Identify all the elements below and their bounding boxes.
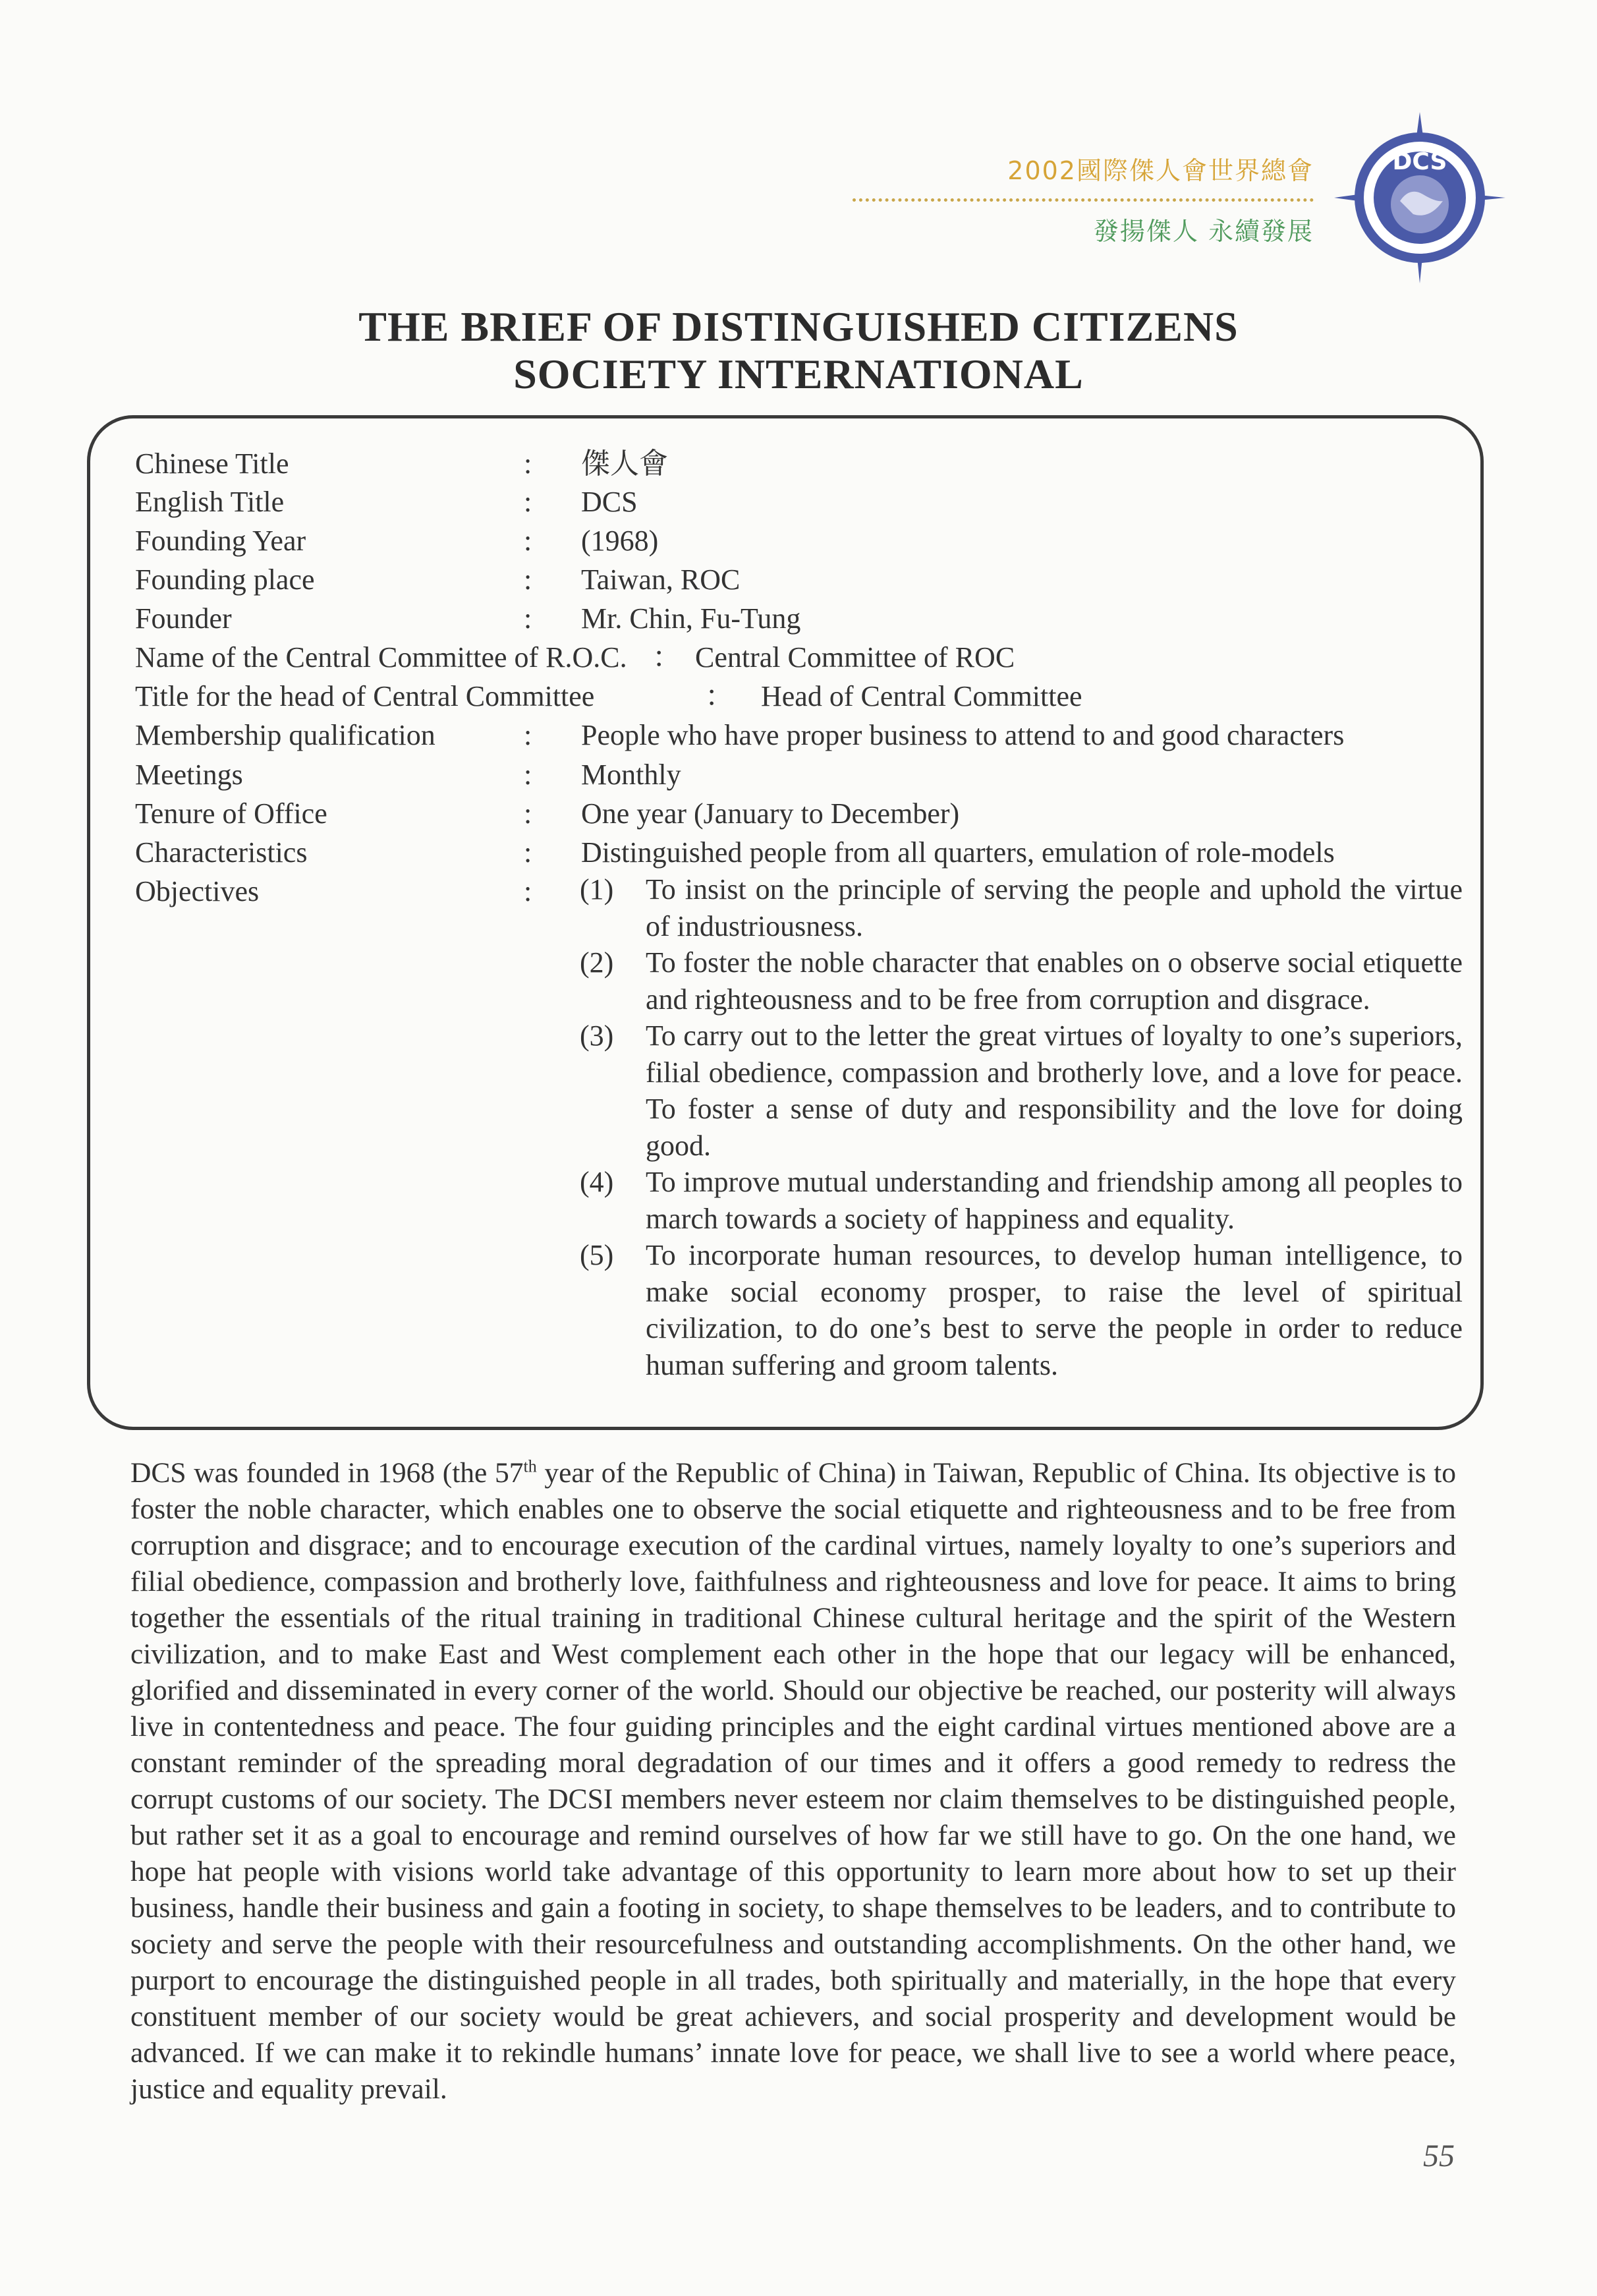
objective-text: To foster the noble character that enables on o observe social etiquette and righteousness and to be free from corruption and disgrace. — [646, 946, 1463, 1016]
page-title — [0, 303, 1597, 398]
logo-text: DCS — [1392, 148, 1447, 175]
list-item — [573, 944, 1463, 1018]
objective-text: To insist on the principle of serving the people and uphold the virtue of industriousness. — [646, 873, 1463, 942]
colon: ： — [705, 680, 734, 712]
header-chinese-line1: 2002國際傑人會世界總會 — [1007, 156, 1314, 185]
colon: ： — [652, 641, 681, 674]
colon: : — [524, 486, 532, 518]
objective-number: (3) — [580, 1019, 614, 1052]
body-text-part2: year of the Republic of China) in Taiwan, Republic of China. Its objective is to foster the noble character, which enables one to observe the social etiquette and righteousness and to be free from corruption and disgrace; and to encourage execution of the cardinal virtues, namely loyalty to one’s superiors and filial obedience, compassion and brotherly love, faithfulness and righteousness and love for peace. It aims to bring together the essentials of the ritual training in traditional Chinese cultural heritage and the spirit of the Western civilization, and to make East and West complement each other in the hope that our legacy will be enhanced, glorified and disseminated in every corner of the world. Should our objective be reached, our posterity will always live in contentedness and peace. The four guiding principles and the eight cardinal virtues mentioned above are a constant reminder of the spreading moral degradation of our times and it offers a good remedy to redress the corrupt customs of our society. The DCSI members never esteem nor claim themselves to be distinguished people, but rather set it as a goal to encourage and remind ourselves of how far we still have to go. On the one hand, we hope hat people with visions world take advantage of this opportunity to learn more about how to set up their business, handle their business and gain a footing in society, to shape themselves to be leaders, and to contribute to society and serve the people with their resourcefulness and outstanding accomplishments. On the other hand, we purport to encourage the distinguished people in all trades, both spiritually and materially, in the hope that every constituent member of our society would be great achievers, and social prosperity and development would be advanced. If we can make it to rekindle humans’ innate love for peace, we shall live to see a world where peace, justice and equality prevail. — [130, 1457, 1456, 2105]
list-item — [573, 1018, 1463, 1164]
colon: : — [524, 759, 532, 791]
label-chinese-title: Chinese Title — [135, 447, 289, 480]
label-characteristics: Characteristics — [135, 836, 308, 869]
colon: : — [524, 797, 532, 830]
colon: : — [524, 836, 532, 869]
label-objectives: Objectives — [135, 875, 260, 907]
value-central-committee: Central Committee of ROC — [695, 641, 1015, 674]
label-tenure: Tenure of Office — [135, 797, 327, 830]
value-founder: Mr. Chin, Fu-Tung — [581, 602, 801, 635]
label-membership: Membership qualification — [135, 719, 435, 751]
value-english-title: DCS — [581, 486, 638, 518]
objective-number: (2) — [580, 946, 614, 979]
page-number: 55 — [1423, 2138, 1455, 2173]
label-founding-place: Founding place — [135, 563, 315, 596]
colon: : — [524, 602, 532, 635]
objective-number: (5) — [580, 1239, 614, 1271]
colon: : — [524, 563, 532, 596]
label-english-title: English Title — [135, 486, 285, 518]
header-chinese-line2: 發揚傑人 永續發展 — [1093, 217, 1314, 246]
list-item — [573, 1164, 1463, 1237]
list-item — [573, 1237, 1463, 1383]
ordinal-suffix: th — [523, 1456, 537, 1476]
value-head-title: Head of Central Committee — [761, 680, 1082, 712]
colon: : — [524, 525, 532, 557]
colon: : — [524, 875, 532, 907]
value-founding-year: (1968) — [581, 525, 659, 557]
objective-number: (1) — [580, 873, 614, 905]
title-line2: SOCIETY INTERNATIONAL — [513, 351, 1084, 397]
objective-text: To incorporate human resources, to develop human intelligence, to make social economy prosper, to raise the level of spiritual civilization, to do one’s best to serve the people in order to reduce human suffering and groom talents. — [646, 1239, 1463, 1381]
body-text-part1: DCS was founded in 1968 (the 57 — [130, 1457, 524, 1489]
colon: : — [524, 719, 532, 751]
list-item — [573, 871, 1463, 944]
label-founder: Founder — [135, 602, 232, 635]
objective-text: To carry out to the letter the great virtues of loyalty to one’s superiors, filial obedience, compassion and brotherly love, and a love for peace. To foster a sense of duty and responsibility and the love for doing good. — [646, 1019, 1463, 1162]
label-meetings: Meetings — [135, 759, 243, 791]
value-founding-place: Taiwan, ROC — [581, 563, 741, 596]
dcs-compass-logo-icon — [1331, 109, 1509, 287]
label-founding-year: Founding Year — [135, 525, 306, 557]
value-tenure: One year (January to December) — [581, 797, 960, 830]
value-chinese-title: 傑人會 — [581, 447, 668, 480]
colon: : — [524, 447, 532, 480]
objective-number: (4) — [580, 1166, 614, 1198]
body-paragraph — [130, 1455, 1456, 2108]
value-membership: People who have proper business to attend to and good characters — [581, 719, 1345, 751]
header-slogan — [853, 150, 1314, 247]
label-head-title: Title for the head of Central Committee — [135, 680, 595, 712]
value-meetings: Monthly — [581, 759, 681, 791]
dotted-divider — [853, 198, 1314, 202]
objectives-list — [573, 871, 1463, 1383]
title-line1: THE BRIEF OF DISTINGUISHED CITIZENS — [358, 303, 1239, 350]
value-characteristics: Distinguished people from all quarters, emulation of role-models — [581, 836, 1335, 869]
label-central-committee: Name of the Central Committee of R.O.C. — [135, 641, 627, 674]
objective-text: To improve mutual understanding and friendship among all peoples to march towards a society of happiness and equality. — [646, 1166, 1463, 1235]
